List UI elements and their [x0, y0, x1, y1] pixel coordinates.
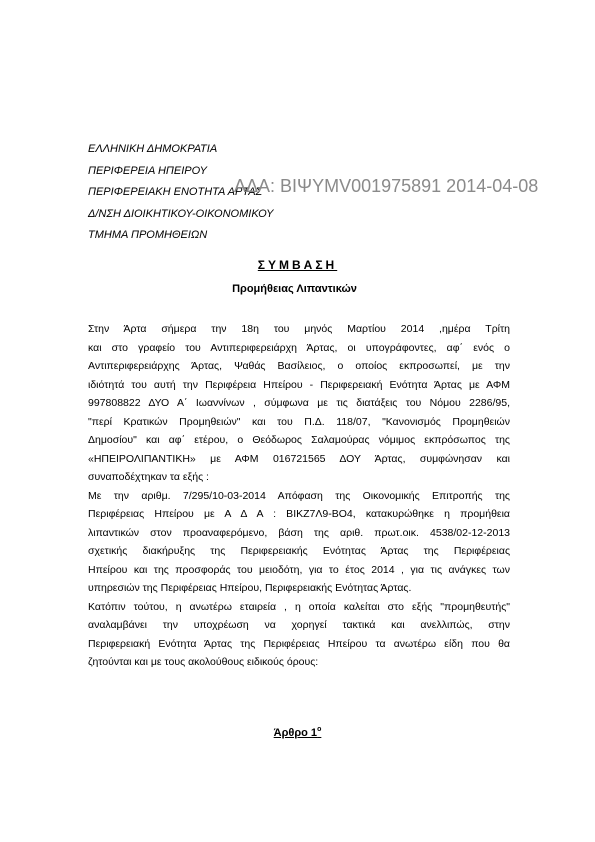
article-heading: [0, 726, 595, 739]
document-subtitle: [0, 283, 595, 295]
body-line: σχετικής διακήρυξης της Περιφερειακής Ενότητας Άρτας της Περιφέρειας: [88, 545, 510, 557]
document-subtitle-text: Προμήθειας Λιπαντικών: [232, 283, 357, 295]
letterhead-line-1: ΕΛΛΗΝΙΚΗ ΔΗΜΟΚΡΑΤΙΑ: [88, 143, 218, 155]
body-line: "περί Κρατικών Προμηθειών" και του Π.Δ. 118/07, "Κανονισμός Προμηθειών: [88, 415, 510, 428]
body-line: συναποδέχτηκαν τα εξής :: [88, 471, 209, 483]
body-line: λιπαντικών στον προαναφερόμενο, βάση της αριθ. πρωτ.οικ. 4538/02-12-2013: [88, 526, 510, 539]
body-line: αναλαμβάνει την υποχρέωση να χορηγεί τακτικά και ανελλιπώς, στην: [88, 619, 510, 631]
body-line: «ΗΠΕΙΡΟΛΙΠΑΝΤΙΚΗ» με ΑΦΜ 016721565 ΔΟΥ Άρτας, συμφώνησαν και: [88, 452, 510, 465]
letterhead-line-4: Δ/ΝΣΗ ΔΙΟΙΚΗΤΙΚΟΥ-ΟΙΚΟΝΟΜΙΚΟΥ: [88, 207, 274, 220]
document-title: ΣΥΜΒΑΣΗ: [257, 258, 338, 272]
body-line: Αντιπεριφερειάρχης Άρτας, Ψαθάς Βασίλειος, ο οποίος εκπροσωπεί, με την: [88, 360, 510, 372]
body-line: 997808822 ΔΥΟ Α΄ Ιωαννίνων , σύμφωνα με τις διατάξεις του Νόμου 2286/95,: [88, 397, 510, 409]
body-line: ζητούνται και με τους ακολούθους ειδικούς όρους:: [88, 656, 319, 668]
contract-body: [88, 320, 510, 672]
body-line: Δημοσίου" και αφ΄ ετέρου, ο Θεόδωρος Σαλαμούρας νόμιμος εκπρόσωπος της: [88, 434, 510, 446]
letterhead-line-3: ΠΕΡΙΦΕΡΕΙΑΚΗ ΕΝΟΤΗΤΑ ΑΡΤΑΣ: [88, 186, 263, 198]
body-line: Ηπείρου και της προσφοράς του μειοδότη, για το έτος 2014 , για τις ανάγκες των: [88, 563, 510, 576]
letterhead-line-5: ΤΜΗΜΑ ΠΡΟΜΗΘΕΙΩΝ: [88, 229, 208, 241]
body-line: Περιφέρειας Ηπείρου με Α Δ Α : ΒΙΚΖ7Λ9-ΒΟ4, κατακυρώθηκε η προμήθεια: [88, 508, 510, 520]
body-line: Στην Άρτα σήμερα την 18η του μηνός Μαρτίου 2014 ,ημέρα Τρίτη: [88, 323, 510, 335]
body-line: ιδιότητά του αυτή την Περιφέρεια Ηπείρου - Περιφερειακή Ενότητα Άρτας με ΑΦΜ: [88, 378, 510, 391]
body-line: υπηρεσιών της Περιφέρειας Ηπείρου, Περιφερειακής Ενότητας Άρτας.: [88, 582, 412, 594]
article-label: Άρθρο 1: [273, 727, 318, 739]
body-line: Κατόπιν τούτου, η ανωτέρω εταιρεία , η οποία καλείται στο εξής "προμηθευτής": [88, 600, 510, 613]
body-line: Με την αριθμ. 7/295/10-03-2014 Απόφαση της Οικονομικής Επιτροπής της: [88, 489, 510, 502]
letterhead-line-2: ΠΕΡΙΦΕΡΕΙΑ ΗΠΕΙΡΟΥ: [88, 164, 207, 177]
article-ordinal: ο: [317, 726, 322, 733]
body-line: Περιφερειακή Ενότητα Άρτας της Περιφέρειας Ηπείρου τα ανωτέρω είδη που θα: [88, 637, 510, 650]
body-line: και στο γραφείο του Αντιπεριφερειάρχη Άρτας, οι υπογράφοντες, αφ΄ ενός ο: [88, 341, 510, 354]
ada-stamp: ΑΔΑ: ΒΙΨΥΜV001975891 2014-04-08: [234, 176, 539, 196]
